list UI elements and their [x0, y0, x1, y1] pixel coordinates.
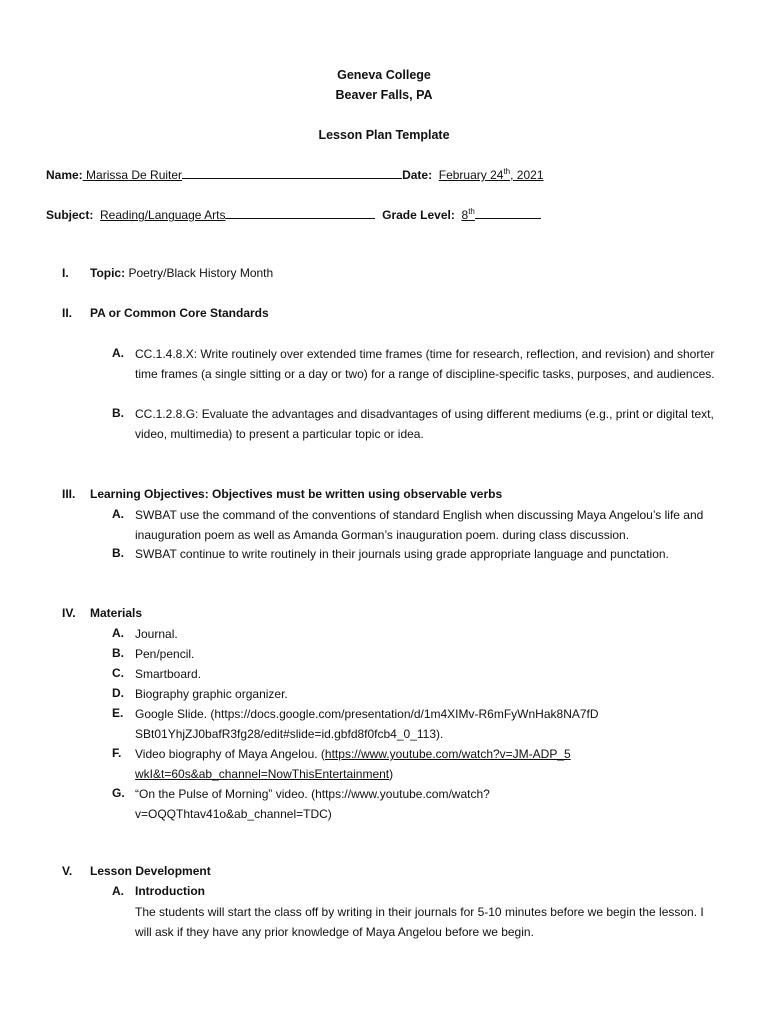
introduction-heading: Introduction	[135, 884, 205, 898]
list-letter: B.	[112, 646, 124, 660]
document-title: Lesson Plan Template	[318, 128, 450, 142]
name-row	[46, 167, 544, 182]
list-item: SWBAT continue to write routinely in their journals using grade appropriate language and punctation.	[135, 547, 669, 561]
college-location: Beaver Falls, PA	[335, 88, 433, 102]
subject-label: Subject:	[46, 208, 94, 222]
list-letter: C.	[112, 666, 124, 680]
list-letter: B.	[112, 546, 124, 560]
objectives-heading: Learning Objectives: Objectives must be written using observable verbs	[90, 487, 503, 501]
section-numeral: IV.	[62, 606, 76, 620]
list-item: Pen/pencil.	[135, 647, 195, 661]
name-fill-line	[182, 167, 402, 179]
grade-fill-line	[475, 207, 541, 219]
date-value: February 24th, 2021	[438, 167, 544, 182]
materials-heading: Materials	[90, 606, 143, 620]
subject-value: Reading/Language Arts	[100, 208, 226, 222]
subject-fill-line	[225, 207, 375, 219]
video-biography-link[interactable]: https://www.youtube.com/watch?v=JM-ADP_5wkI&t=60s&ab_channel=NowThisEntertainment	[135, 747, 571, 781]
list-item: SWBAT use the command of the conventions of standard English when discussing Maya Angelou’s life and inauguration poem as well as Amanda Gorman’s inauguration poem. during class discussion.	[135, 508, 704, 542]
grade-value: 8th	[461, 207, 475, 222]
name-label: Name:	[46, 168, 83, 182]
grade-label: Grade Level:	[382, 208, 455, 222]
list-letter: A.	[112, 507, 124, 521]
list-item: “On the Pulse of Morning” video. (https://www.youtube.com/watch?v=OQQThtav41o&ab_channel=TDC)	[135, 787, 490, 821]
list-item: Google Slide. (https://docs.google.com/presentation/d/1m4XIMv-R6mFyWnHak8NA7fDSBt01YhjZJ0bafR3fg28/edit#slide=id.gbfd8f0fcb4_0_113).	[135, 707, 599, 741]
list-item: Biography graphic organizer.	[135, 687, 288, 701]
list-item: CC.1.2.8.G: Evaluate the advantages and disadvantages of using different mediums (e.g., print or digital text, video, multimedia) to present a particular topic or idea.	[135, 407, 714, 441]
list-letter: F.	[112, 746, 122, 760]
list-letter: E.	[112, 706, 124, 720]
list-letter: A.	[112, 884, 124, 898]
topic-section	[90, 266, 273, 280]
section-numeral: I.	[62, 266, 69, 280]
subject-row	[46, 207, 541, 222]
date-label: Date:	[402, 168, 433, 182]
topic-value: Poetry/Black History Month	[128, 266, 274, 280]
section-numeral: III.	[62, 487, 76, 501]
list-item: CC.1.4.8.X: Write routinely over extended time frames (time for research, reflection, and revision) and shorter time frames (a single sitting or a day or two) for a range of discipline-specific tasks, purposes, and audiences.	[135, 347, 715, 381]
college-name: Geneva College	[337, 68, 431, 82]
introduction-text: The students will start the class off by writing in their journals for 5-10 minutes before we begin the lesson. I will ask if they have any prior knowledge of Maya Angelou before we begin.	[135, 905, 704, 939]
list-letter: D.	[112, 686, 124, 700]
development-heading: Lesson Development	[90, 864, 211, 878]
list-item: Journal.	[135, 627, 178, 641]
list-letter: A.	[112, 626, 124, 640]
list-item: Video biography of Maya Angelou. (https://www.youtube.com/watch?v=JM-ADP_5wkI&t=60s&ab_channel=NowThisEntertainment)	[135, 747, 571, 781]
section-numeral: V.	[62, 864, 73, 878]
list-letter: B.	[112, 406, 124, 420]
list-letter: A.	[112, 346, 124, 360]
topic-label: Topic:	[90, 266, 126, 280]
list-letter: G.	[112, 786, 125, 800]
section-numeral: II.	[62, 306, 73, 320]
name-value: Marissa De Ruiter	[86, 168, 183, 182]
standards-heading: PA or Common Core Standards	[90, 306, 269, 320]
list-item: Smartboard.	[135, 667, 202, 681]
